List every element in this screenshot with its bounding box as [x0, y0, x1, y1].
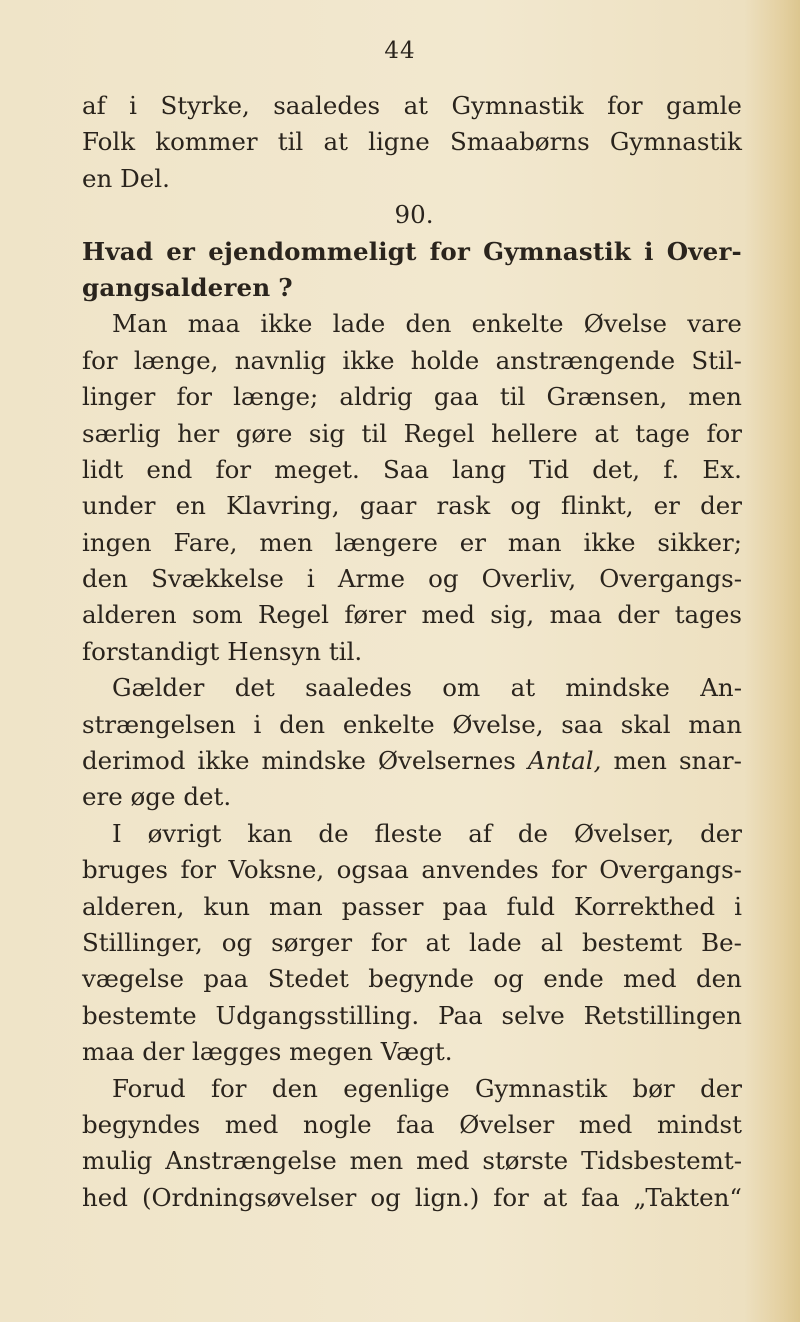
word: Saa [382, 454, 429, 484]
word: ? [278, 272, 293, 302]
word: Svækkelse [151, 564, 284, 594]
word: til. [328, 636, 363, 666]
word: lidt [82, 454, 124, 484]
word: f. [663, 454, 680, 484]
word: for [371, 927, 407, 957]
word: mulig [82, 1146, 153, 1176]
text-line [82, 743, 742, 779]
word: Regel [403, 418, 475, 448]
text-line [82, 124, 742, 160]
word: det, [592, 454, 641, 484]
word: man [507, 527, 562, 557]
word: særlig [82, 418, 161, 448]
word: begynde [368, 964, 474, 994]
text-line [82, 488, 742, 524]
word: holde [410, 345, 480, 375]
word: saaledes [273, 91, 381, 120]
word: nogle [303, 1109, 372, 1139]
text-line [82, 779, 742, 815]
word: Antal, [527, 746, 602, 776]
word: Øvelse [583, 309, 668, 339]
word: men [259, 527, 313, 557]
word: navnlig [234, 345, 327, 375]
word: om [442, 673, 481, 703]
word: meget. [274, 454, 360, 484]
word: lign.) [414, 1182, 480, 1212]
word: til [499, 382, 526, 412]
word: Gælder [112, 673, 205, 703]
word: det [234, 673, 275, 703]
text-line [82, 1034, 742, 1070]
word: Grænsen, [546, 382, 668, 412]
word: lang [452, 454, 507, 484]
word: aldrig [339, 382, 413, 412]
word: der [700, 491, 742, 521]
word: Del. [120, 163, 170, 193]
word: passer [341, 891, 424, 921]
word: i [644, 236, 654, 266]
text-line [82, 525, 742, 561]
word: fuld [506, 891, 555, 921]
word: for [493, 1182, 529, 1212]
word: alderen, [82, 891, 185, 921]
word: faa [581, 1182, 620, 1212]
text-line [82, 998, 742, 1034]
word: største [482, 1146, 569, 1176]
page-number: 44 [384, 38, 416, 64]
word: gøre [235, 418, 293, 448]
word: ejendommeligt [208, 236, 417, 266]
word: gaar [359, 491, 417, 521]
section-heading-line [82, 234, 742, 270]
word: ingen [82, 527, 152, 557]
word: til [277, 127, 304, 157]
word: til [361, 418, 388, 448]
word: Hensyn [227, 636, 322, 666]
word: længe; [233, 382, 319, 412]
word: gaa [433, 382, 479, 412]
word: derimod [82, 746, 186, 776]
word: i [253, 709, 262, 739]
section-heading-line [82, 270, 742, 306]
word: at [510, 673, 536, 703]
word: anstrængende [495, 345, 676, 375]
word: mindske [565, 673, 670, 703]
word: saaledes [305, 673, 412, 703]
word: Stillinger, [82, 927, 203, 957]
word: i [306, 564, 315, 594]
word: at [323, 127, 348, 157]
word: Be- [701, 927, 742, 957]
word: lægges [192, 1037, 282, 1067]
word: forstandigt [82, 636, 220, 666]
word: Stedet [267, 964, 349, 994]
word: selve [501, 1000, 565, 1030]
word: lade [332, 309, 386, 339]
word: Korrekthed [574, 891, 716, 921]
word: Man [112, 309, 168, 339]
word: Over- [666, 236, 742, 266]
word: Øvelser, [573, 818, 675, 848]
word: begyndes [82, 1109, 201, 1139]
word: men [349, 1146, 404, 1176]
word: Smaabørns [449, 127, 590, 157]
word: og [510, 491, 541, 521]
word: de [318, 818, 349, 848]
word: for [607, 91, 643, 120]
word: Gymnastik [483, 236, 632, 266]
word: hed [82, 1182, 128, 1212]
text-line [82, 1180, 742, 1216]
word: al [540, 927, 563, 957]
word: egenlige [343, 1073, 450, 1103]
word: Folk [82, 127, 136, 157]
text-line [82, 379, 742, 415]
text-line [82, 597, 742, 633]
word: Gymnastik [451, 91, 584, 120]
word: Regel [257, 600, 329, 630]
word: at [594, 418, 619, 448]
word: for [215, 454, 252, 484]
word: skal [620, 709, 671, 739]
word: tages [674, 600, 742, 630]
word: linger [82, 382, 156, 412]
word: for [706, 418, 742, 448]
word: kommer [155, 127, 258, 157]
word: ikke [197, 746, 250, 776]
word: Overliv, [481, 564, 577, 594]
word: for [176, 382, 213, 412]
word: en [82, 163, 113, 193]
text-line [82, 306, 742, 342]
word: Forud [112, 1073, 186, 1103]
word: Stil- [691, 345, 742, 375]
word: „Takten“ [633, 1182, 742, 1212]
word: for [551, 855, 587, 885]
section-number [82, 197, 742, 233]
word: at [542, 1182, 568, 1212]
word: enkelte [342, 709, 435, 739]
word: Tidsbestemt- [581, 1146, 742, 1176]
word: Fare, [173, 527, 238, 557]
word: Vægt. [380, 1037, 453, 1067]
word: i [734, 891, 742, 921]
word: for [429, 236, 471, 266]
text-line [82, 1107, 742, 1143]
word: mindske [261, 746, 366, 776]
word: snar- [678, 746, 742, 776]
word: med [416, 1146, 470, 1176]
text-line [82, 416, 742, 452]
word: alderen [82, 600, 177, 630]
word: den [279, 709, 326, 739]
word: de [517, 818, 549, 848]
word: og [370, 1182, 401, 1212]
text-line [82, 670, 742, 706]
text-line [82, 634, 742, 670]
word: Ex. [702, 454, 742, 484]
word: at [425, 927, 450, 957]
text-line [82, 961, 742, 997]
page-body-text [82, 88, 742, 1216]
word: sikker; [657, 527, 742, 557]
word: gangsalderen [82, 272, 271, 302]
word: hellere [491, 418, 578, 448]
text-line [82, 816, 742, 852]
word: Styrke, [160, 91, 250, 120]
word: her [177, 418, 220, 448]
text-line [82, 1071, 742, 1107]
word: bruges [82, 855, 168, 885]
word: for [180, 855, 216, 885]
word: ende [543, 964, 604, 994]
text-line [82, 343, 742, 379]
word: for [210, 1073, 247, 1103]
word: Tid [529, 454, 570, 484]
word: med [623, 964, 677, 994]
word: Overgangs- [599, 855, 742, 885]
word: faa [396, 1109, 435, 1139]
word: kan [247, 818, 293, 848]
text-line [82, 88, 742, 124]
word: fører [344, 600, 407, 630]
text-line [82, 852, 742, 888]
word: med [224, 1109, 279, 1139]
word: Overgangs- [599, 564, 742, 594]
word: det. [183, 782, 232, 812]
word: bestemt [581, 927, 683, 957]
word: paa [203, 964, 249, 994]
word: længere [334, 527, 438, 557]
word: Retstillingen [583, 1000, 742, 1030]
word: sig [308, 418, 346, 448]
word: fleste [374, 818, 443, 848]
word: en [175, 491, 206, 521]
word: Klavring, [226, 491, 340, 521]
word: anvendes [421, 855, 539, 885]
word: den [271, 1073, 318, 1103]
word: for [82, 345, 118, 375]
word: ikke [583, 527, 636, 557]
word: er [653, 491, 680, 521]
word: strængelsen [82, 709, 236, 739]
word: Gymnastik [609, 127, 742, 157]
word: man [269, 891, 323, 921]
word: 90. [394, 200, 434, 230]
word: den [82, 564, 128, 594]
word: øvrigt [147, 818, 222, 848]
text-line [82, 925, 742, 961]
word: Øvelsernes [377, 746, 516, 776]
word: længe, [133, 345, 219, 375]
word: med [578, 1109, 633, 1139]
word: Øvelser [459, 1109, 555, 1139]
word: Hvad [82, 236, 154, 266]
word: Gymnastik [474, 1073, 608, 1103]
text-line [82, 452, 742, 488]
word: er [166, 236, 196, 266]
word: Udgangsstilling. [215, 1000, 420, 1030]
word: ligne [368, 127, 430, 157]
word: sig, [490, 600, 535, 630]
text-line [82, 161, 742, 197]
word: I [112, 818, 122, 848]
word: med [421, 600, 475, 630]
word: flinkt, [561, 491, 634, 521]
word: tage [635, 418, 690, 448]
word: (Ordningsøvelser [141, 1182, 357, 1212]
word: der [617, 600, 660, 630]
word: af [82, 91, 106, 120]
word: maa [187, 309, 241, 339]
word: af [468, 818, 492, 848]
word: Arme [337, 564, 405, 594]
word: Voksne, [228, 855, 325, 885]
word: den [695, 964, 742, 994]
word: maa [549, 600, 603, 630]
word: saa [561, 709, 604, 739]
word: men [688, 382, 742, 412]
word: og [221, 927, 253, 957]
word: Paa [438, 1000, 483, 1030]
word: sørger [271, 927, 353, 957]
word: ogsaa [336, 855, 409, 885]
word: megen [289, 1037, 373, 1067]
word: der [700, 818, 742, 848]
word: at [403, 91, 429, 120]
word: rask [436, 491, 491, 521]
word: vægelse [82, 964, 184, 994]
word: ikke [260, 309, 313, 339]
word: bestemte [82, 1000, 197, 1030]
word: kun [203, 891, 250, 921]
word: men [613, 746, 667, 776]
word: mindst [657, 1109, 742, 1139]
word: under [82, 491, 156, 521]
word: An- [700, 673, 742, 703]
word: man [688, 709, 742, 739]
word: paa [442, 891, 488, 921]
word: der [700, 1073, 742, 1103]
word: og [428, 564, 459, 594]
word: Øvelse, [452, 709, 544, 739]
word: enkelte [471, 309, 564, 339]
word: er [459, 527, 486, 557]
word: lade [468, 927, 522, 957]
word: maa [82, 1037, 135, 1067]
word: Anstrængelse [165, 1146, 337, 1176]
word: og [493, 964, 524, 994]
word: ere [82, 782, 123, 812]
text-line [82, 1143, 742, 1179]
word: den [405, 309, 452, 339]
word: bør [632, 1073, 675, 1103]
word: vare [687, 309, 742, 339]
text-line [82, 889, 742, 925]
word: der [142, 1037, 185, 1067]
word: øge [130, 782, 176, 812]
word: ikke [342, 345, 395, 375]
word: i [129, 91, 137, 120]
text-line [82, 707, 742, 743]
word: end [146, 454, 193, 484]
word: som [192, 600, 243, 630]
word: gamle [666, 91, 742, 120]
text-line [82, 561, 742, 597]
